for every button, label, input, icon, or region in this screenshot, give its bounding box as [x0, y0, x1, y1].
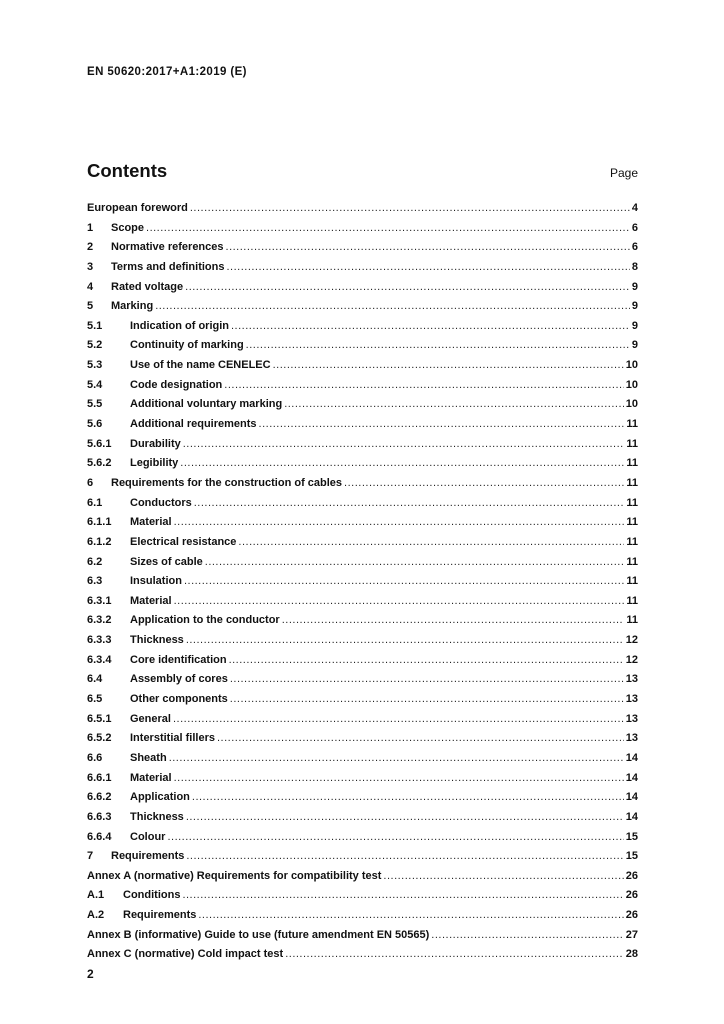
- toc-entry-title: Marking: [111, 300, 154, 313]
- toc-entry-page: 14: [625, 810, 638, 823]
- toc-entry-title: Additional voluntary marking: [130, 398, 283, 411]
- toc-entry-title: Material: [130, 594, 172, 607]
- dot-leader: [383, 870, 623, 882]
- toc-entry-number: 6.3.1: [87, 594, 112, 607]
- toc-entry[interactable]: [87, 870, 638, 890]
- toc-entry-number: 6.3.2: [87, 614, 112, 627]
- toc-entry-page: 10: [625, 378, 638, 391]
- toc-entry-title: Material: [130, 771, 172, 784]
- toc-entry-page: 26: [625, 889, 638, 902]
- toc-entry-title: Requirements for the construction of cables: [111, 476, 343, 489]
- toc-entry-page: 11: [626, 614, 638, 627]
- toc-entry-number: 5.1: [87, 319, 103, 332]
- toc-entry-title: Requirements: [123, 909, 197, 922]
- toc-entry[interactable]: [87, 261, 638, 281]
- toc-entry[interactable]: [87, 929, 638, 949]
- dot-leader: [230, 673, 624, 685]
- dot-leader: [174, 772, 624, 784]
- toc-entry-number: 5.6.1: [87, 437, 112, 450]
- toc-entry[interactable]: [87, 752, 638, 772]
- toc-entry-title: Requirements: [111, 850, 185, 863]
- toc-entry[interactable]: [87, 398, 638, 418]
- toc-entry-title: Sizes of cable: [130, 555, 203, 568]
- toc-entry-number: 6.4: [87, 673, 103, 686]
- toc-entry-number: 6.1.2: [87, 535, 112, 548]
- toc-entry-title: Electrical resistance: [130, 535, 237, 548]
- toc-entry-title: Durability: [130, 437, 181, 450]
- dot-leader: [174, 516, 625, 528]
- toc-entry-page: 11: [626, 555, 638, 568]
- toc-entry-page: 14: [625, 791, 638, 804]
- toc-entry-number: 6.5.1: [87, 712, 112, 725]
- toc-entry[interactable]: [87, 614, 638, 634]
- toc-entry-title: Legibility: [130, 457, 179, 470]
- toc-entry[interactable]: [87, 791, 638, 811]
- toc-entry[interactable]: [87, 831, 638, 851]
- toc-entry[interactable]: [87, 732, 638, 752]
- toc-entry[interactable]: [87, 497, 638, 517]
- toc-entry[interactable]: [87, 673, 638, 693]
- toc-entry-title: Application: [130, 791, 190, 804]
- toc-entry[interactable]: [87, 320, 638, 340]
- toc-entry-page: 9: [631, 319, 638, 332]
- page-column-label: Page: [609, 166, 638, 180]
- toc-entry[interactable]: [87, 575, 638, 595]
- toc-entry-page: 6: [631, 221, 638, 234]
- dot-leader: [186, 850, 623, 862]
- toc-entry-number: 6.1: [87, 496, 103, 509]
- toc-entry-title: Terms and definitions: [111, 260, 225, 273]
- toc-entry-number: 4: [87, 280, 94, 293]
- toc-entry[interactable]: [87, 418, 638, 438]
- dot-leader: [198, 909, 623, 921]
- toc-entry-title: Indication of origin: [130, 319, 229, 332]
- toc-entry-page: 26: [625, 869, 638, 882]
- toc-entry-page: 8: [631, 260, 638, 273]
- toc-entry-title: Annex B (informative) Guide to use (future amendment EN 50565): [87, 928, 430, 941]
- toc-entry-title: Use of the name CENELEC: [130, 359, 271, 372]
- toc-entry[interactable]: [87, 634, 638, 654]
- toc-entry-title: Continuity of marking: [130, 339, 244, 352]
- toc-entry-number: 6.6.1: [87, 771, 112, 784]
- toc-entry-number: 3: [87, 260, 94, 273]
- table-of-contents: [87, 202, 638, 968]
- toc-entry[interactable]: [87, 300, 638, 320]
- toc-entry[interactable]: [87, 241, 638, 261]
- toc-entry-title: European foreword: [87, 202, 188, 214]
- toc-entry[interactable]: [87, 339, 638, 359]
- toc-entry[interactable]: [87, 477, 638, 497]
- toc-entry-title: Annex C (normative) Cold impact test: [87, 948, 284, 961]
- toc-entry-page: 13: [625, 712, 638, 725]
- toc-entry[interactable]: [87, 359, 638, 379]
- toc-entry-page: 11: [626, 496, 638, 509]
- toc-entry-number: 1: [87, 221, 94, 234]
- dot-leader: [169, 752, 624, 764]
- toc-entry-number: 6.3.4: [87, 653, 112, 666]
- toc-entry-page: 11: [626, 418, 638, 431]
- toc-entry-page: 15: [625, 850, 638, 863]
- dot-leader: [186, 811, 624, 823]
- dot-leader: [173, 713, 624, 725]
- dot-leader: [431, 929, 623, 941]
- toc-entry[interactable]: [87, 438, 638, 458]
- toc-entry-title: Application to the conductor: [130, 614, 280, 627]
- toc-entry[interactable]: [87, 772, 638, 792]
- dot-leader: [167, 831, 623, 843]
- toc-entry-page: 11: [626, 535, 638, 548]
- toc-entry-page: 6: [631, 241, 638, 254]
- toc-entry[interactable]: [87, 379, 638, 399]
- toc-entry-title: Material: [130, 516, 172, 529]
- toc-entry-page: 13: [625, 673, 638, 686]
- toc-entry-number: 5.5: [87, 398, 103, 411]
- toc-entry-number: 5.6.2: [87, 457, 112, 470]
- toc-entry-page: 12: [625, 634, 638, 647]
- toc-entry[interactable]: [87, 595, 638, 615]
- dot-leader: [192, 791, 624, 803]
- toc-entry[interactable]: [87, 516, 638, 536]
- toc-entry-page: 4: [631, 202, 638, 214]
- toc-entry-page: 11: [626, 437, 638, 450]
- dot-leader: [194, 497, 625, 509]
- toc-entry-title: General: [130, 712, 171, 725]
- toc-entry-title: Core identification: [130, 653, 227, 666]
- dot-leader: [259, 418, 625, 430]
- toc-entry-page: 15: [625, 830, 638, 843]
- toc-entry-title: Other components: [130, 693, 228, 706]
- toc-entry-number: 5.4: [87, 378, 103, 391]
- dot-leader: [285, 948, 624, 960]
- dot-leader: [185, 281, 630, 293]
- dot-leader: [184, 575, 624, 587]
- dot-leader: [190, 202, 630, 214]
- toc-entry-page: 10: [625, 359, 638, 372]
- dot-leader: [238, 536, 624, 548]
- toc-entry-title: Assembly of cores: [130, 673, 228, 686]
- toc-entry-title: Normative references: [111, 241, 224, 254]
- toc-entry-title: Colour: [130, 830, 166, 843]
- dot-leader: [226, 241, 630, 253]
- toc-entry-title: Conductors: [130, 496, 192, 509]
- dot-leader: [182, 889, 623, 901]
- contents-title: Contents: [87, 160, 168, 181]
- toc-entry-number: 6.5: [87, 693, 103, 706]
- dot-leader: [229, 654, 624, 666]
- dot-leader: [183, 438, 625, 450]
- toc-entry[interactable]: [87, 556, 638, 576]
- dot-leader: [217, 732, 624, 744]
- toc-entry[interactable]: [87, 889, 638, 909]
- dot-leader: [344, 477, 624, 489]
- toc-entry-page: 14: [625, 751, 638, 764]
- dot-leader: [146, 222, 630, 234]
- toc-entry[interactable]: [87, 222, 638, 242]
- dot-leader: [284, 398, 624, 410]
- toc-entry-number: A.2: [87, 909, 105, 922]
- dot-leader: [231, 320, 630, 332]
- document-header: EN 50620:2017+A1:2019 (E): [87, 66, 247, 78]
- toc-entry-number: 5: [87, 300, 94, 313]
- toc-entry-title: Sheath: [130, 751, 167, 764]
- page-number: 2: [87, 967, 94, 981]
- toc-entry[interactable]: [87, 654, 638, 674]
- dot-leader: [282, 614, 625, 626]
- toc-entry-title: Annex A (normative) Requirements for compatibility test: [87, 869, 382, 882]
- toc-entry-title: Code designation: [130, 378, 223, 391]
- toc-entry-title: Conditions: [123, 889, 181, 902]
- toc-entry-page: 13: [625, 732, 638, 745]
- toc-entry-page: 9: [631, 300, 638, 313]
- toc-entry-number: 6.3.3: [87, 634, 112, 647]
- toc-entry-number: 5.3: [87, 359, 103, 372]
- dot-leader: [205, 556, 625, 568]
- toc-entry-number: 6.2: [87, 555, 103, 568]
- toc-entry-page: 14: [625, 771, 638, 784]
- toc-entry-title: Thickness: [130, 810, 184, 823]
- toc-entry-page: 11: [626, 516, 638, 529]
- toc-entry[interactable]: [87, 693, 638, 713]
- toc-entry-page: 26: [625, 909, 638, 922]
- toc-entry-number: 6.6.4: [87, 830, 112, 843]
- toc-entry-number: 6.1.1: [87, 516, 112, 529]
- toc-entry-number: A.1: [87, 889, 105, 902]
- toc-entry[interactable]: [87, 536, 638, 556]
- toc-entry-title: Thickness: [130, 634, 184, 647]
- toc-entry-page: 11: [626, 575, 638, 588]
- toc-entry-title: Interstitial fillers: [130, 732, 215, 745]
- toc-entry-page: 12: [625, 653, 638, 666]
- dot-leader: [186, 634, 624, 646]
- toc-entry-title: Rated voltage: [111, 280, 184, 293]
- toc-entry-page: 11: [626, 476, 638, 489]
- toc-entry-page: 9: [631, 280, 638, 293]
- toc-entry[interactable]: [87, 457, 638, 477]
- dot-leader: [180, 457, 624, 469]
- toc-entry-number: 6: [87, 476, 94, 489]
- toc-entry[interactable]: [87, 850, 638, 870]
- dot-leader: [224, 379, 623, 391]
- toc-entry[interactable]: [87, 811, 638, 831]
- dot-leader: [155, 300, 630, 312]
- toc-entry-page: 10: [625, 398, 638, 411]
- toc-entry-page: 11: [626, 594, 638, 607]
- toc-entry-page: 28: [625, 948, 638, 961]
- toc-entry-title: Additional requirements: [130, 418, 257, 431]
- toc-entry[interactable]: [87, 713, 638, 733]
- toc-entry[interactable]: [87, 281, 638, 301]
- toc-entry-number: 6.5.2: [87, 732, 112, 745]
- toc-entry-page: 11: [626, 457, 638, 470]
- toc-entry-number: 2: [87, 241, 94, 254]
- dot-leader: [230, 693, 624, 705]
- toc-entry[interactable]: [87, 948, 638, 968]
- dot-leader: [174, 595, 625, 607]
- dot-leader: [226, 261, 629, 273]
- toc-entry-page: 13: [625, 693, 638, 706]
- toc-entry[interactable]: [87, 202, 638, 222]
- toc-entry-number: 5.2: [87, 339, 103, 352]
- toc-entry-number: 6.6.2: [87, 791, 112, 804]
- toc-entry-number: 7: [87, 850, 94, 863]
- toc-entry[interactable]: [87, 909, 638, 929]
- toc-entry-number: 6.6: [87, 751, 103, 764]
- toc-entry-title: Insulation: [130, 575, 182, 588]
- toc-entry-title: Scope: [111, 221, 145, 234]
- dot-leader: [246, 339, 630, 351]
- toc-entry-number: 6.3: [87, 575, 103, 588]
- dot-leader: [273, 359, 624, 371]
- toc-entry-number: 6.6.3: [87, 810, 112, 823]
- toc-entry-page: 27: [625, 928, 638, 941]
- toc-entry-page: 9: [631, 339, 638, 352]
- toc-entry-number: 5.6: [87, 418, 103, 431]
